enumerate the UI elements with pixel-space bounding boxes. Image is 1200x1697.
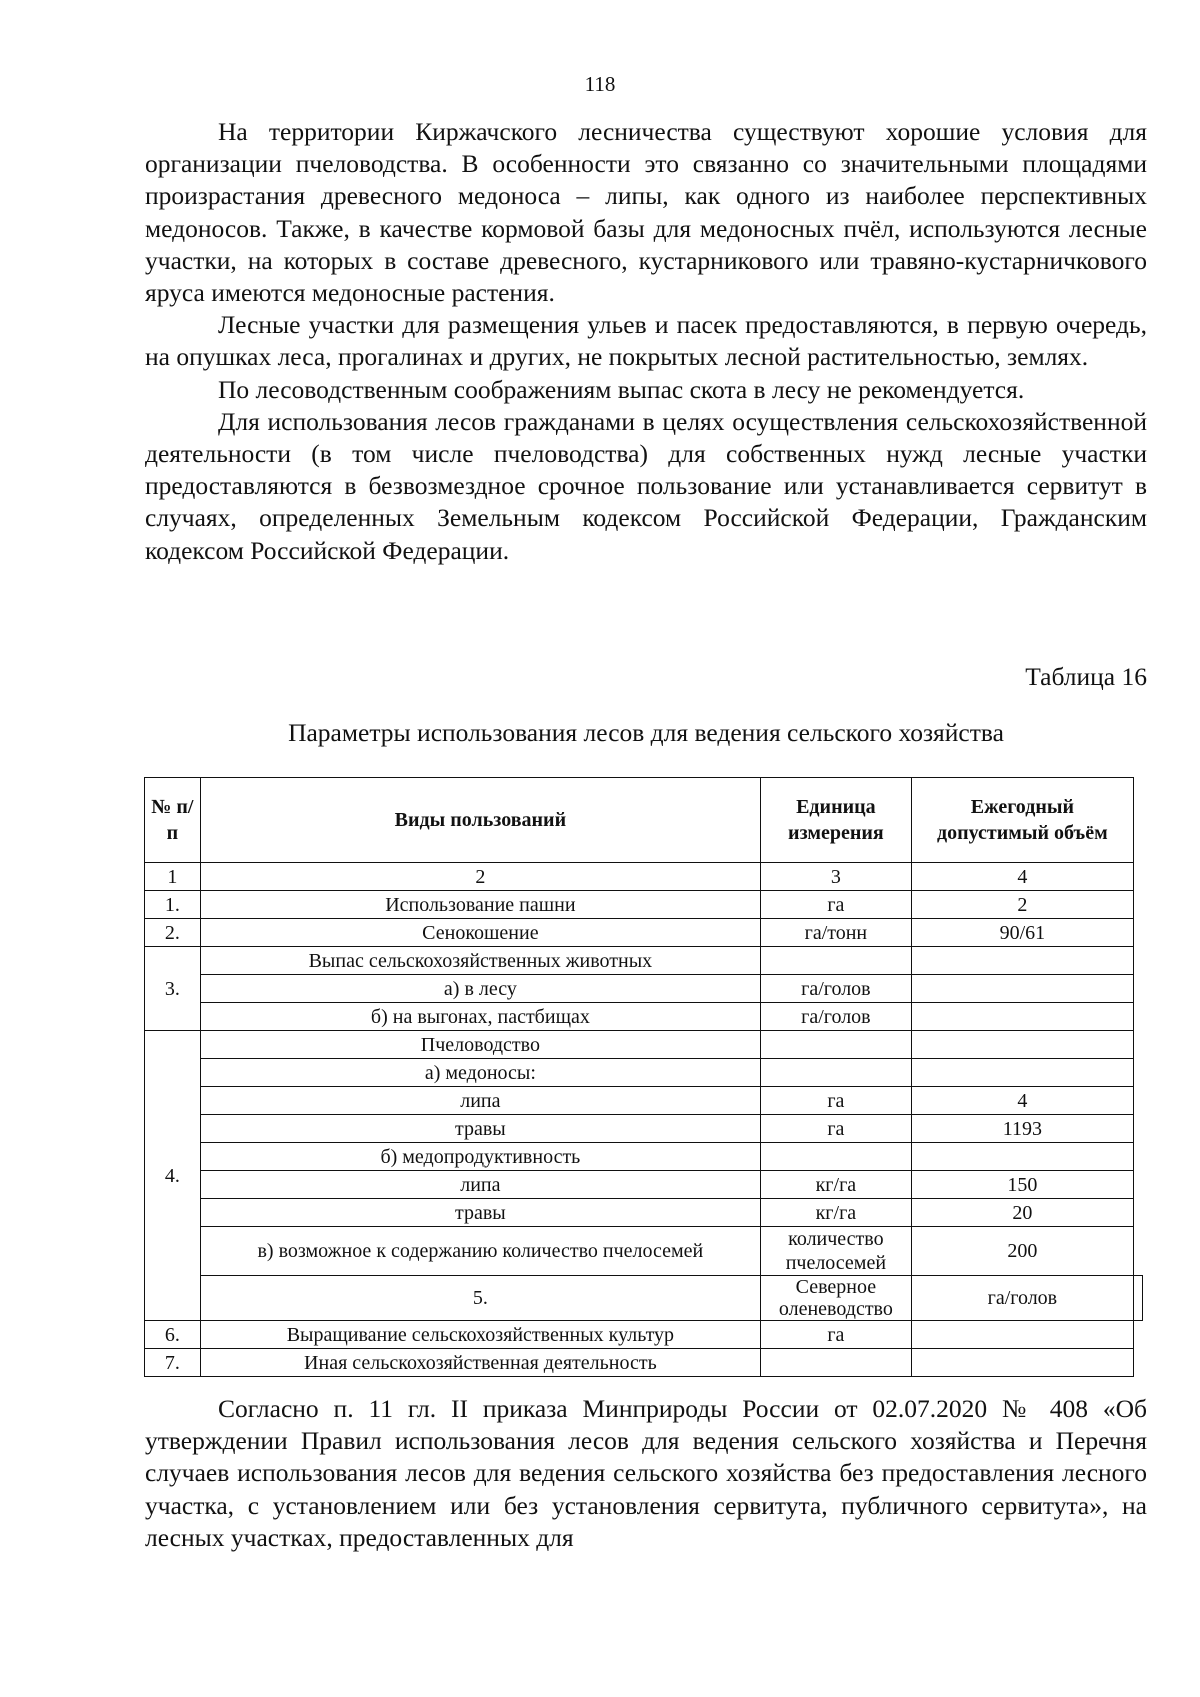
volume: 90/61 <box>911 919 1133 947</box>
row-number: 6. <box>145 1321 201 1349</box>
unit: га/тонн <box>760 919 911 947</box>
unit: га/голов <box>760 975 911 1003</box>
volume: 2 <box>911 891 1133 919</box>
intro-text <box>145 116 1147 567</box>
table-row <box>145 1115 1143 1143</box>
row-number: 1. <box>145 891 201 919</box>
header-annual-volume: Ежегодный допустимый объём <box>911 778 1133 863</box>
unit <box>760 1143 911 1171</box>
usage-type: б) на выгонах, пастбищах <box>200 1003 760 1031</box>
volume: 4 <box>911 1087 1133 1115</box>
unit: га <box>760 1321 911 1349</box>
usage-type: травы <box>200 1199 760 1227</box>
volume <box>1134 1276 1143 1321</box>
forest-usage-table <box>144 777 1143 1377</box>
closing-text <box>145 1393 1147 1554</box>
column-number-row <box>145 863 1143 891</box>
volume: 150 <box>911 1171 1133 1199</box>
table-row <box>145 1003 1143 1031</box>
unit: кг/га <box>760 1199 911 1227</box>
usage-type: а) медоносы: <box>200 1059 760 1087</box>
volume <box>911 947 1133 975</box>
table-row <box>145 947 1143 975</box>
table-cell: 3 <box>760 863 911 891</box>
table-row <box>145 1276 1143 1321</box>
row-number: 4. <box>145 1031 201 1321</box>
volume <box>911 1003 1133 1031</box>
table-cell: 1 <box>145 863 201 891</box>
volume: 20 <box>911 1199 1133 1227</box>
usage-type: в) возможное к содержанию количество пчелосемей <box>200 1227 760 1276</box>
row-number: 2. <box>145 919 201 947</box>
usage-type: Пчеловодство <box>200 1031 760 1059</box>
table-row <box>145 1321 1143 1349</box>
volume <box>911 1349 1133 1377</box>
usage-type: Использование пашни <box>200 891 760 919</box>
unit <box>760 1031 911 1059</box>
volume <box>911 1031 1133 1059</box>
usage-type: липа <box>200 1087 760 1115</box>
paragraph: Для использования лесов гражданами в целях осуществления сельскохозяйственной деятельности (в том числе пчеловодства) для собственных нужд лесные участки предоставляются в безвозмездное срочное пользование или устанавливается сервитут в случаях, определенных Земельным кодексом Российской Федерации, Гражданским кодексом Российской Федерации. <box>145 406 1147 565</box>
table-row <box>145 1349 1143 1377</box>
row-number: 7. <box>145 1349 201 1377</box>
usage-type: б) медопродуктивность <box>200 1143 760 1171</box>
header-usage-type: Виды пользований <box>200 778 760 863</box>
table-label: Таблица 16 <box>1025 662 1147 691</box>
page-number: 118 <box>584 72 616 96</box>
table-title: Параметры использования лесов для ведения сельского хозяйства <box>288 718 1004 747</box>
unit: га/голов <box>911 1276 1133 1321</box>
table-row <box>145 1031 1143 1059</box>
unit: га/голов <box>760 1003 911 1031</box>
table-row <box>145 1171 1143 1199</box>
unit <box>760 1059 911 1087</box>
unit: кг/га <box>760 1171 911 1199</box>
table-row <box>145 975 1143 1003</box>
table-row <box>145 1199 1143 1227</box>
table-header-row <box>145 778 1143 863</box>
row-number: 3. <box>145 947 201 1031</box>
unit <box>760 947 911 975</box>
row-number: 5. <box>200 1276 760 1321</box>
volume <box>911 1321 1133 1349</box>
usage-type: а) в лесу <box>200 975 760 1003</box>
volume <box>911 975 1133 1003</box>
usage-type: липа <box>200 1171 760 1199</box>
unit <box>760 1349 911 1377</box>
volume <box>911 1143 1133 1171</box>
table-row <box>145 1227 1143 1276</box>
volume: 1193 <box>911 1115 1133 1143</box>
unit: га <box>760 1087 911 1115</box>
header-unit: Единица измерения <box>760 778 911 863</box>
table-row <box>145 891 1143 919</box>
unit: количество пчелосемей <box>760 1227 911 1276</box>
unit: га <box>760 891 911 919</box>
unit: га <box>760 1115 911 1143</box>
usage-type: Выращивание сельскохозяйственных культур <box>200 1321 760 1349</box>
volume: 200 <box>911 1227 1133 1276</box>
table-row <box>145 1087 1143 1115</box>
table-row <box>145 1059 1143 1087</box>
table-row <box>145 1143 1143 1171</box>
paragraph: На территории Киржачского лесничества существуют хорошие условия для организации пчеловодства. В особенности это связанно со значительными площадями произрастания древесного медоноса – липы, как одного из наиболее перспективных медоносов. Также, в качестве кормовой базы для медоносных пчёл, используются лесные участки, на которых в составе древесного, кустарникового или травяно-кустарничкового яруса имеются медоносные растения. <box>145 117 1147 308</box>
usage-type: Иная сельскохозяйственная деятельность <box>200 1349 760 1377</box>
paragraph: По лесоводственным соображениям выпас скота в лесу не рекомендуется. <box>218 374 1025 404</box>
header-number: № п/п <box>145 778 201 863</box>
table-row <box>145 919 1143 947</box>
paragraph: Согласно п. 11 гл. II приказа Минприроды России от 02.07.2020 № 408 «Об утверждении Правил использования лесов для ведения сельского хозяйства и Перечня случаев использования лесов для ведения сельского хозяйства без предоставления лесного участка, с установлением или без установления сервитута, публичного сервитута», на лесных участках, предоставленных для <box>145 1394 1147 1552</box>
usage-type: Выпас сельскохозяйственных животных <box>200 947 760 975</box>
paragraph: Лесные участки для размещения ульев и пасек предоставляются, в первую очередь, на опушках леса, прогалинах и других, не покрытых лесной растительностью, землях. <box>145 310 1147 372</box>
table-cell: 2 <box>200 863 760 891</box>
table-cell: 4 <box>911 863 1133 891</box>
usage-type: травы <box>200 1115 760 1143</box>
usage-type: Северное оленеводство <box>760 1276 911 1321</box>
usage-type: Сенокошение <box>200 919 760 947</box>
volume <box>911 1059 1133 1087</box>
